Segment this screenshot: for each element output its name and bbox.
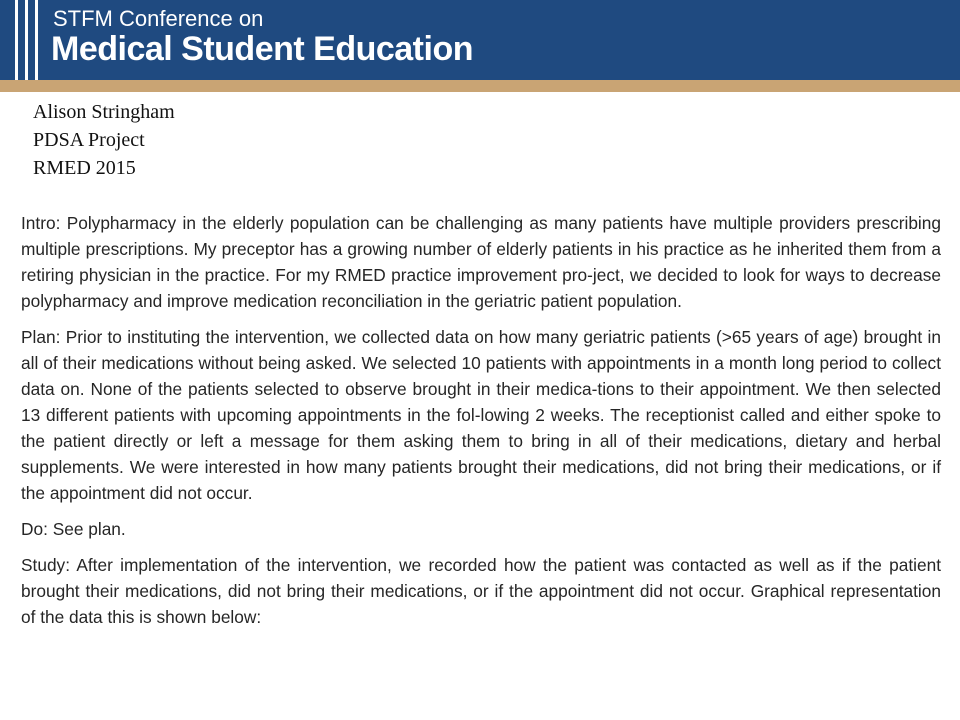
banner-stripe-left: [15, 0, 18, 80]
banner-title-line1: STFM Conference on: [53, 6, 264, 31]
banner-title-line2: Medical Student Education: [51, 30, 473, 68]
banner-stripe-right: [35, 0, 38, 80]
program-year: RMED 2015: [33, 157, 136, 179]
banner-stripe-middle: [25, 0, 28, 80]
plan-paragraph: Plan: Prior to instituting the intervention, we collected data on how many geriatric patients (>65 years of age) brought in all of their medications without being asked. We selected 10 patients with appointments in a month long period to collect data on. None of the patients selected to observe brought in their medica-tions to their appointment. We then selected 13 different patients with upcoming appointments in the fol-lowing 2 weeks. The receptionist called and either spoke to the patient directly or left a message for them asking them to bring in all of their medications, dietary and herbal supplements. We were interested in how many patients brought their medications, did not bring their medications, or if the appointment did not occur.: [21, 327, 941, 503]
banner-accent-stripe: [0, 80, 960, 92]
author-info: [33, 98, 175, 182]
do-paragraph: Do: See plan.: [21, 519, 126, 539]
project-type: PDSA Project: [33, 129, 145, 151]
author-name: Alison Stringham: [33, 101, 175, 123]
conference-banner: [0, 0, 960, 80]
project-document: [21, 210, 941, 640]
intro-paragraph: Intro: Polypharmacy in the elderly population can be challenging as many patients have multiple providers prescribing multiple prescriptions. My preceptor has a growing number of elderly patients in his practice as he inherited them from a retiring physician in the practice. For my RMED practice improvement pro-ject, we decided to look for ways to decrease polypharmacy and improve medication reconciliation in the geriatric patient population.: [21, 213, 941, 311]
study-paragraph: Study: After implementation of the intervention, we recorded how the patient was contacted as well as if the patient brought their medications, did not bring their medications, or if the appointment did not occur. Graphical representation of the data this is shown below:: [21, 555, 941, 627]
